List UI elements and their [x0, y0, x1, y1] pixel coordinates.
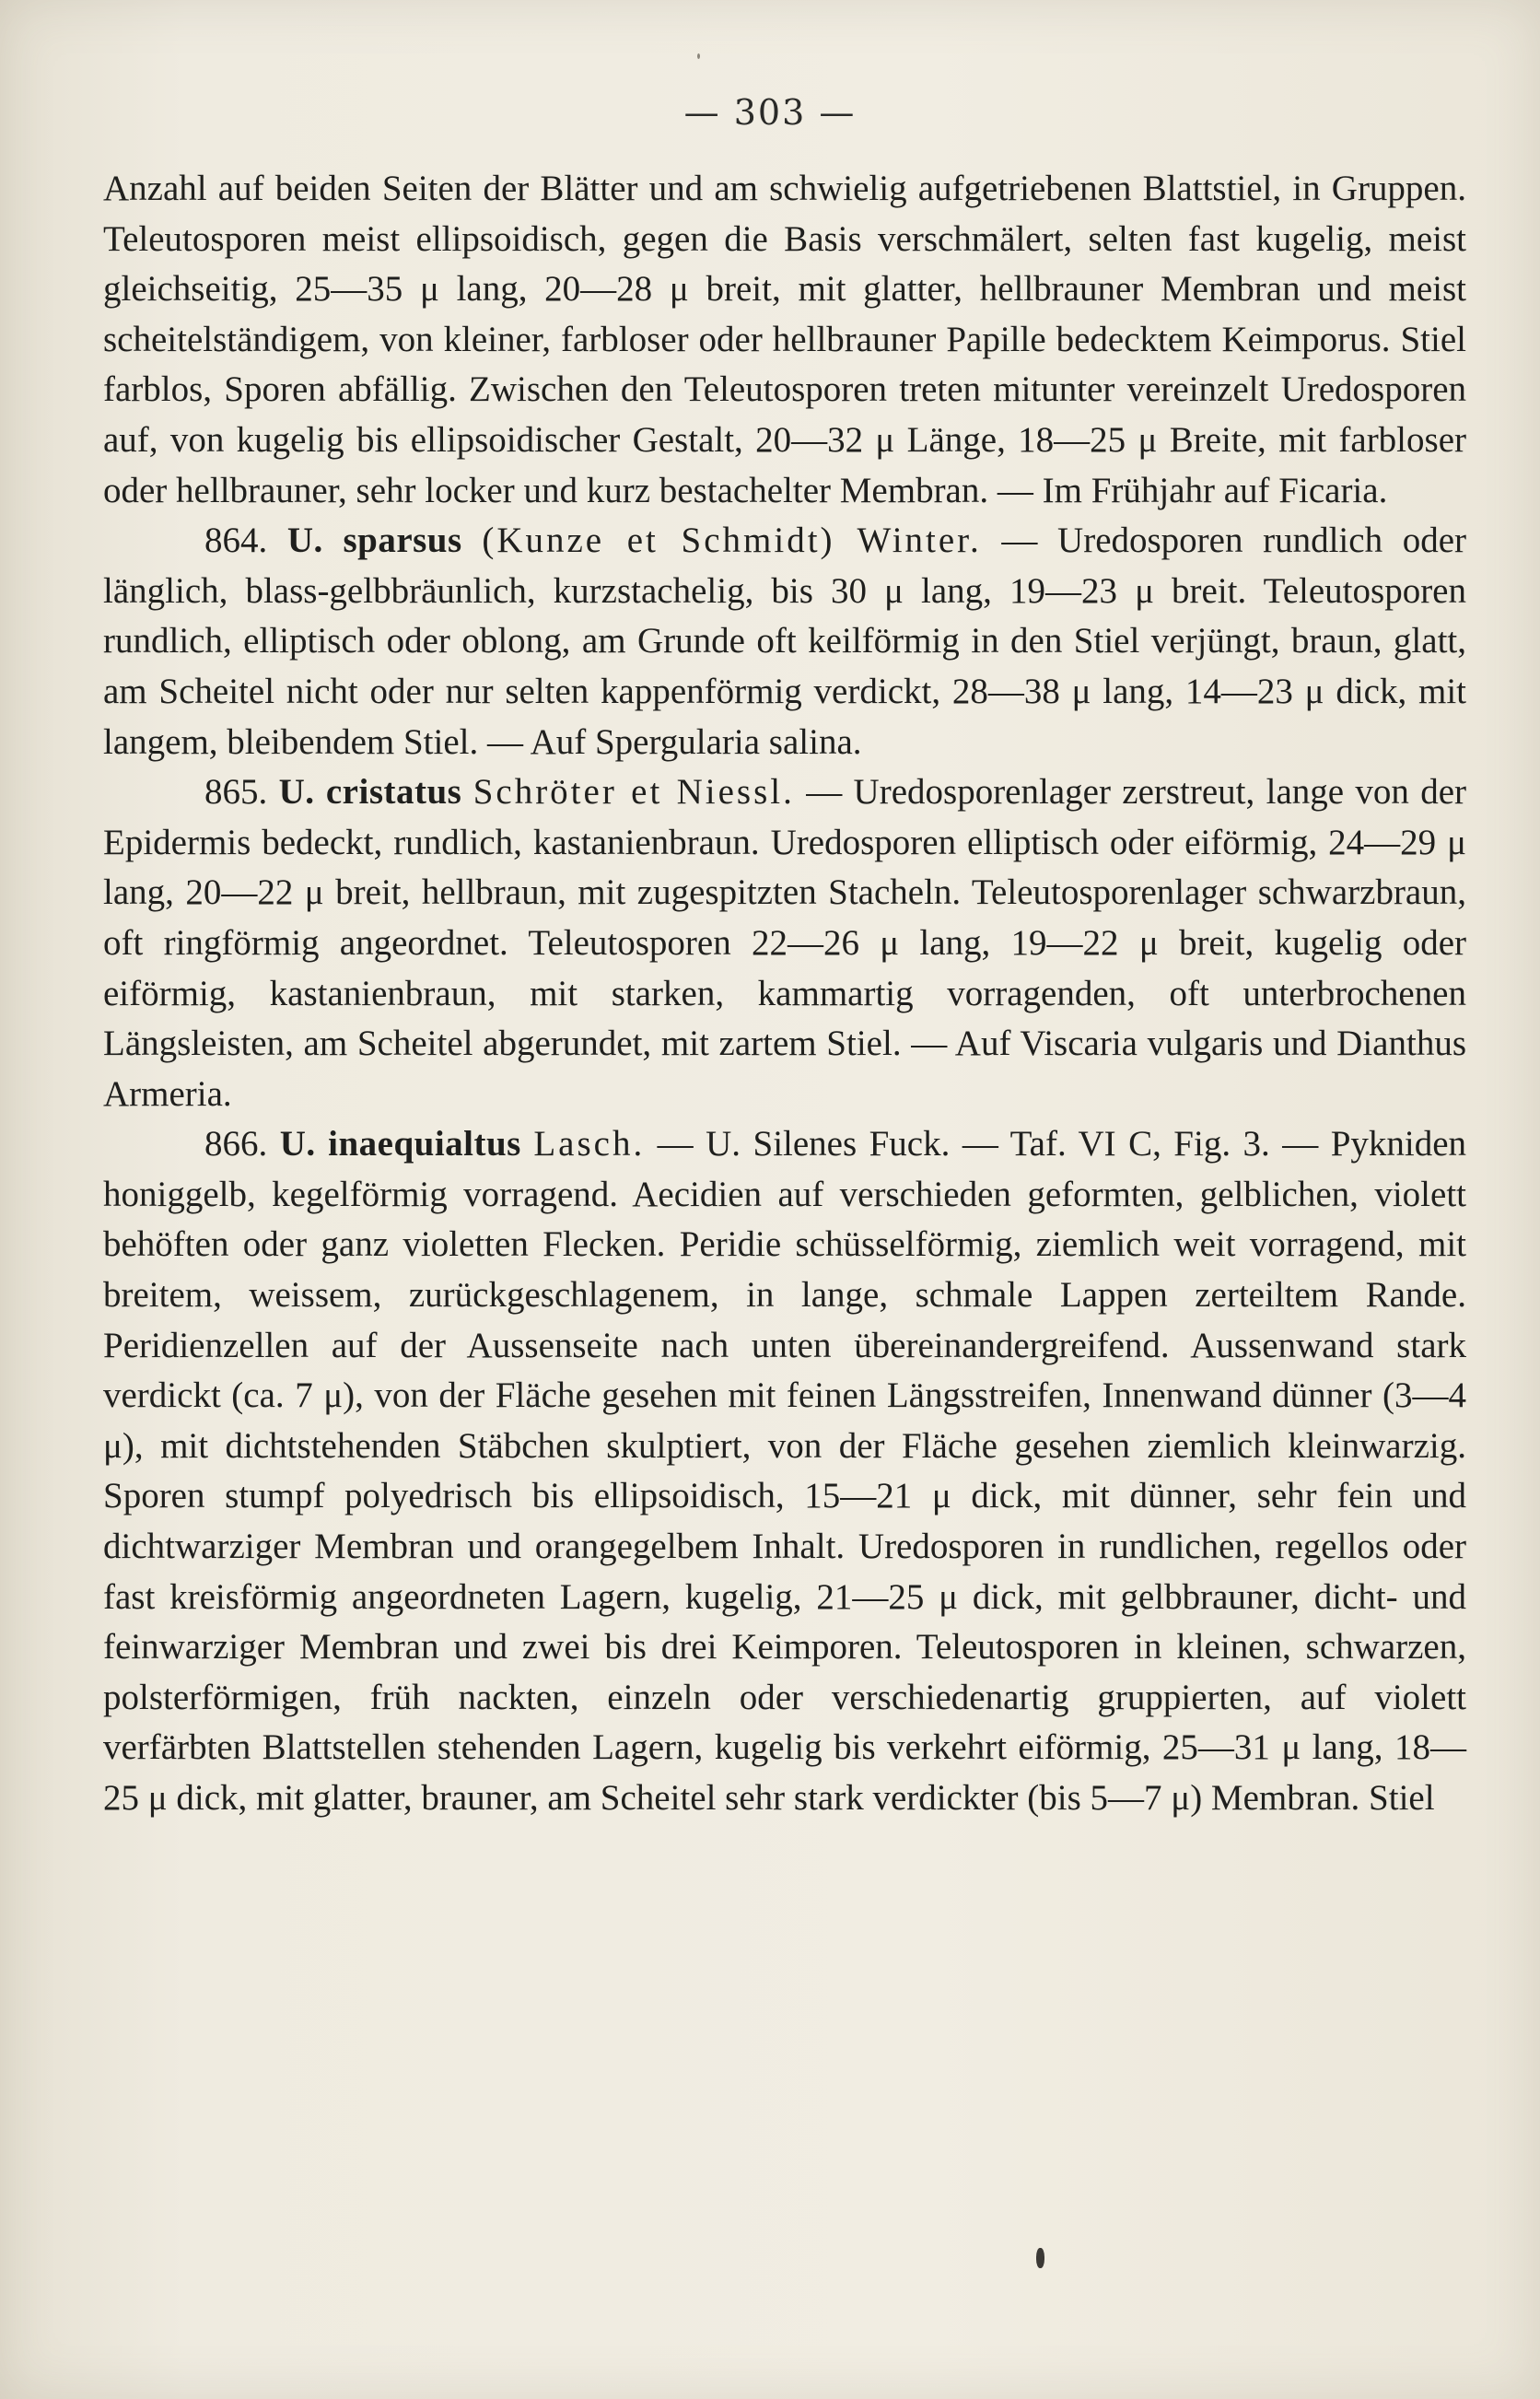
entry-description: — U. Silenes Fuck. — Taf. VI C, Fig. 3. — Pykniden honiggelb, kegelförmig vorragend. Aecidien auf verschieden geformten, gelblichen, violett behöften oder ganz violetten Flecken. Peridie schüsselförmig, ziemlich weit vorragend, mit breitem, weissem, zurückgeschlagenem, in lange, schmale Lappen zerteiltem Rande. Peridienzellen auf der Aussenseite nach unten übereinandergreifend. Aussenwand stark verdickt (ca. 7 μ), von der Fläche gesehen mit feinen Längsstreifen, Innenwand dünner (3—4 μ), mit dichtstehenden Stäbchen skulptiert, von der Fläche gesehen ziemlich kleinwarzig. Sporen stumpf polyedrisch bis ellipsoidisch, 15—21 μ dick, mit dünner, sehr fein und dichtwarziger Membran und orangegelbem Inhalt. Uredosporen in rundlichen, regellos oder fast kreisförmig angeordneten Lagern, kugelig, 21—25 μ dick, mit gelbbrauner, dicht- und feinwarziger Membran und zwei bis drei Keimporen. Teleutosporen in kleinen, schwarzen, polsterförmigen, früh nackten, einzeln oder verschiedenartig gruppierten, auf violett verfärbten Blattstellen stehenden Lagern, kugelig bis verkehrt eiförmig, 25—31 μ lang, 18—25 μ dick, mit glatter, brauner, am Scheitel sehr stark verdickter (bis 5—7 μ) Membran. Stiel — [103, 1124, 1467, 1818]
page-body — [103, 164, 1466, 1824]
ink-mark — [1036, 2248, 1044, 2268]
entry-865 — [103, 767, 1466, 1119]
entry-species: sparsus — [343, 521, 462, 561]
intro-paragraph: Anzahl auf beiden Seiten der Blätter und am schwielig aufgetriebenen Blattstiel, in Gruppen. Teleutosporen meist ellipsoidisch, gegen die Basis verschmälert, selten fast kugelig, meist gleichseitig, 25—35 μ lang, 20—28 μ breit, mit glatter, hellbrauner Membran und meist scheitelständigem, von kleiner, farbloser oder hellbrauner Papille bedecktem Keimporus. Stiel farblos, Sporen abfällig. Zwischen den Teleutosporen treten mitunter vereinzelt Uredosporen auf, von kugelig bis ellipsoidischer Gestalt, 20—32 μ Länge, 18—25 μ Breite, mit farbloser oder hellbrauner, sehr locker und kurz bestachelter Membran. — Im Frühjahr auf Ficaria. — [103, 169, 1466, 510]
entry-genus: U. — [279, 1124, 316, 1164]
entry-species: cristatus — [325, 772, 462, 813]
entry-genus: U. — [278, 772, 315, 813]
entry-description: — Uredosporenlager zerstreut, lange von der Epidermis bedeckt, rundlich, kastanienbraun. Uredosporen elliptisch oder eiförmig, 24—29 μ lang, 20—22 μ breit, hellbraun, mit zugespitzten Stacheln. Teleutosporenlager schwarzbraun, oft ringförmig angeordnet. Teleutosporen 22—26 μ lang, 19—22 μ breit, kugelig oder eiförmig, kastanienbraun, mit starken, kammartig vorragenden, oft unterbrochenen Längsleisten, am Scheitel abgerundet, mit zartem Stiel. — Auf Viscaria vulgaris und Dianthus Armeria. — [103, 772, 1467, 1114]
entry-number: 866. — [204, 1124, 268, 1164]
entry-number: 864. — [204, 521, 268, 561]
entry-864 — [103, 516, 1466, 767]
page-number: — 303 — — [683, 92, 857, 133]
entry-866 — [103, 1119, 1466, 1823]
entry-author: (Kunze et Schmidt) Winter. — [482, 521, 982, 561]
entry-number: 865. — [204, 772, 268, 813]
entry-author: Lasch. — [533, 1124, 646, 1164]
entry-author: Schröter et Niessl. — [472, 772, 795, 813]
entry-species: inaequialtus — [328, 1124, 521, 1164]
entry-description: — Uredosporen rundlich oder länglich, blass-gelbbräunlich, kurzstachelig, bis 30 μ lang, 19—23 μ breit. Teleutosporen rundlich, elliptisch oder oblong, am Grunde oft keilförmig in den Stiel verjüngt, braun, glatt, am Scheitel nicht oder nur selten kappenförmig verdickt, 28—38 μ lang, 14—23 μ dick, mit langem, bleibendem Stiel. — Auf Spergularia salina. — [103, 521, 1467, 762]
paper-speck — [697, 53, 700, 59]
entry-genus: U. — [286, 521, 323, 561]
